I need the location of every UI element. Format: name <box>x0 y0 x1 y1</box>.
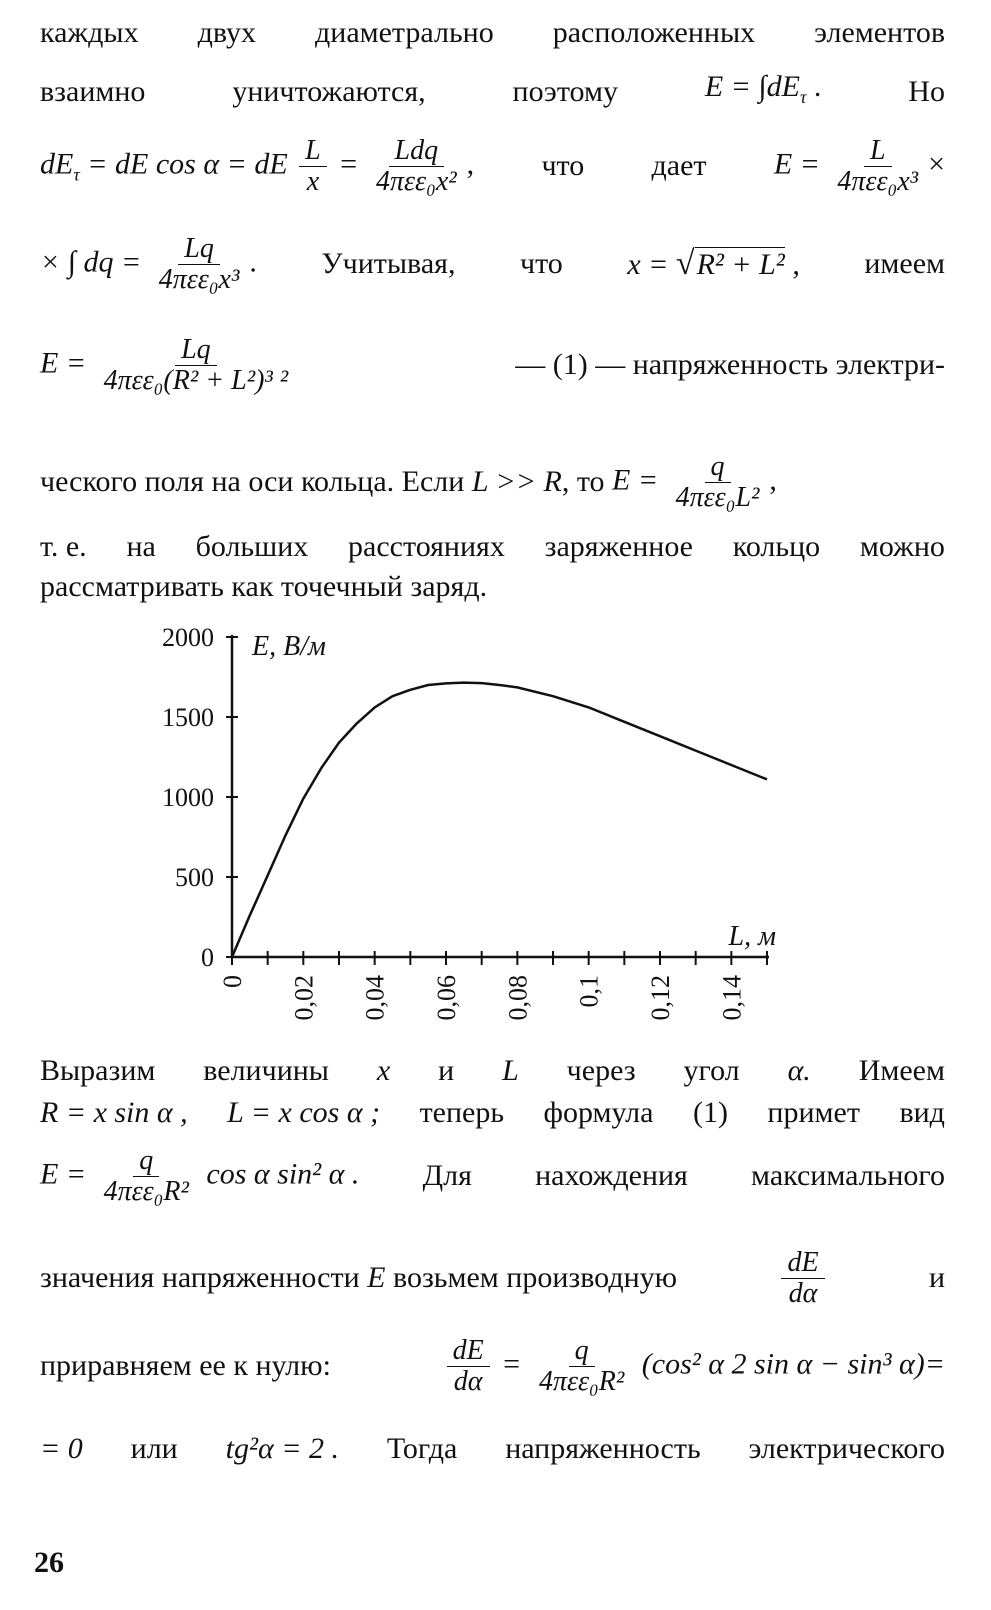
y-tick-label: 2000 <box>162 623 214 652</box>
x-tick-label: 0,12 <box>646 975 675 1021</box>
word: взаимно <box>40 75 146 108</box>
word: Имеем <box>858 1054 945 1087</box>
fraction: $\frac{q}{\text{4πεε₀R²}}$ <box>103 1144 189 1207</box>
y-tick-label: 1000 <box>162 783 214 812</box>
word: больших <box>195 530 309 563</box>
word: Учитывая, <box>321 247 456 280</box>
text-fragment: — (1) — напряженность электри- <box>515 348 945 381</box>
word: диаметрально <box>315 16 494 49</box>
text-line-11 <box>40 1138 945 1214</box>
word: теперь <box>419 1096 505 1129</box>
text-line-3 <box>40 128 945 204</box>
word: максимального <box>751 1159 945 1192</box>
word: нахождения <box>535 1159 688 1192</box>
equation-derivative: $\frac{dE}{d\alpha}$ = $\frac{q}{\text{4πεε₀R²}}$ (cos² α 2 sin α − sin³ α)= <box>443 1336 945 1397</box>
equation-far-field: E = $\frac{q}{\text{4πεε₀L²}}$ , <box>612 450 777 513</box>
word: кольцо <box>732 530 821 563</box>
text-line-12 <box>40 1236 945 1320</box>
word: на <box>126 530 156 563</box>
word: и <box>438 1054 455 1087</box>
equation-l: L = x cos α ; <box>227 1096 381 1129</box>
x-tick-label: 0,08 <box>503 975 533 1021</box>
word: примет <box>767 1096 860 1129</box>
symbol-l: L <box>502 1054 519 1087</box>
text-line-8: рассматривать как точечный заряд. <box>40 570 488 603</box>
word: Но <box>908 75 945 108</box>
symbol-alpha: α. <box>787 1054 811 1087</box>
integral-equation: $E = \int dE_\tau$ . <box>704 70 822 107</box>
line-chart <box>140 615 800 1045</box>
x-tick-label: 0,04 <box>360 975 390 1021</box>
word: поэтому <box>512 75 618 108</box>
word: величины <box>203 1054 329 1087</box>
equation-x-sqrt: x = √R² + L² , <box>627 244 800 282</box>
word: электрического <box>748 1432 945 1465</box>
series-line <box>232 683 767 957</box>
text-line-5 <box>40 322 945 408</box>
word: и <box>928 1261 945 1294</box>
equation-e: E = $\frac{L}{\text{4πεε₀x³}}$ × <box>773 134 945 197</box>
fraction: $\frac{Lq}{\text{4πεε₀x³}}$ <box>158 232 240 295</box>
x-tick-label: 0,02 <box>289 975 319 1021</box>
word: т. е. <box>40 530 87 563</box>
equation-r: R = x sin α , <box>40 1096 188 1129</box>
fraction: $\frac{L}{\text{4πεε₀x³}}$ <box>837 134 919 197</box>
word: вид <box>899 1096 945 1129</box>
text-line-9 <box>40 1052 945 1090</box>
equation-angle-form: E = $\frac{q}{\text{4πεε₀R²}}$ cos α sin² α . <box>40 1144 360 1207</box>
word: угол <box>683 1054 740 1087</box>
word: что <box>541 149 585 182</box>
equation-tg: tg²α = 2 . <box>225 1432 339 1465</box>
text-line-14 <box>40 1430 945 1468</box>
word: элементов <box>814 16 945 49</box>
word: через <box>566 1054 636 1087</box>
word: напряженность <box>505 1432 701 1465</box>
word: уничтожаются, <box>232 75 426 108</box>
word: Выразим <box>40 1054 156 1087</box>
text-fragment: ческого поля на оси кольца. Если <box>40 465 465 498</box>
symbol-x: x <box>376 1054 391 1087</box>
y-tick-label: 500 <box>175 863 214 892</box>
word: Тогда <box>386 1432 458 1465</box>
fraction: $\frac{q}{\text{4πεε₀L²}}$ <box>675 450 760 513</box>
fraction: $\frac{\text{Ldq}}{\text{4πεε₀x²}}$ <box>376 134 457 197</box>
x-tick-label: 0 <box>218 975 247 988</box>
text-fragment: , то <box>561 465 605 498</box>
text-line-10 <box>40 1094 945 1132</box>
text-fragment: значения напряженности E возьмем производную <box>40 1261 678 1294</box>
fraction: $\frac{dE}{d\alpha}$ <box>447 1336 490 1397</box>
text-line-6 <box>40 444 945 520</box>
word: или <box>130 1432 178 1465</box>
condition: L >> R <box>471 465 562 498</box>
x-tick-label: 0,06 <box>432 975 461 1021</box>
word: заряженное <box>544 530 693 563</box>
equation-de-tau: $dE_\tau$ = dE cos α = dE $\frac{L}{x}$ = $\frac{\text{Ldq}}{\text{4πεε₀x²}}$ , <box>40 134 475 197</box>
text-fragment: приравняем ее к нулю: <box>40 1349 331 1382</box>
fraction: $\frac{Lq}{\text{4πεε₀(R² + L²)³ ²}}$ <box>103 333 289 396</box>
equation-integral-dq: × ∫ dq = $\frac{Lq}{\text{4πεε₀x³}}$ . <box>40 232 257 295</box>
x-tick-label: 0,1 <box>574 975 604 1008</box>
text-line-13 <box>40 1324 945 1408</box>
word: имеем <box>864 247 945 280</box>
text-line-1 <box>40 14 945 52</box>
word: каждых <box>40 16 139 49</box>
word: Для <box>422 1159 472 1192</box>
chart-series <box>232 683 767 957</box>
word: расстояниях <box>348 530 505 563</box>
text-line-2 <box>40 68 945 116</box>
word: что <box>519 247 563 280</box>
x-axis-label: L, м <box>728 921 776 952</box>
text-line-7 <box>40 528 945 566</box>
y-axis-label: E, В/м <box>252 631 326 662</box>
fraction-derivative: $\frac{dE}{d\alpha}$ <box>781 1248 824 1309</box>
y-tick-label: 0 <box>201 943 214 972</box>
word: (1) <box>692 1096 728 1129</box>
word: можно <box>859 530 945 563</box>
y-tick-label: 1500 <box>162 703 214 732</box>
equation-zero: = 0 <box>40 1432 83 1465</box>
word: двух <box>197 16 256 49</box>
page-number: 26 <box>34 1546 64 1579</box>
word: расположенных <box>552 16 756 49</box>
fraction: $\frac{L}{x}$ <box>299 136 327 197</box>
fraction: $\frac{q}{\text{4πεε₀R²}}$ <box>538 1334 625 1397</box>
word: формула <box>543 1096 654 1129</box>
x-tick-label: 0,14 <box>717 975 747 1021</box>
word: дает <box>651 149 707 182</box>
equation-1: E = $\frac{Lq}{\text{4πεε₀(R² + L²)³ ²}}$ <box>40 335 298 396</box>
text-line-4 <box>40 226 945 302</box>
